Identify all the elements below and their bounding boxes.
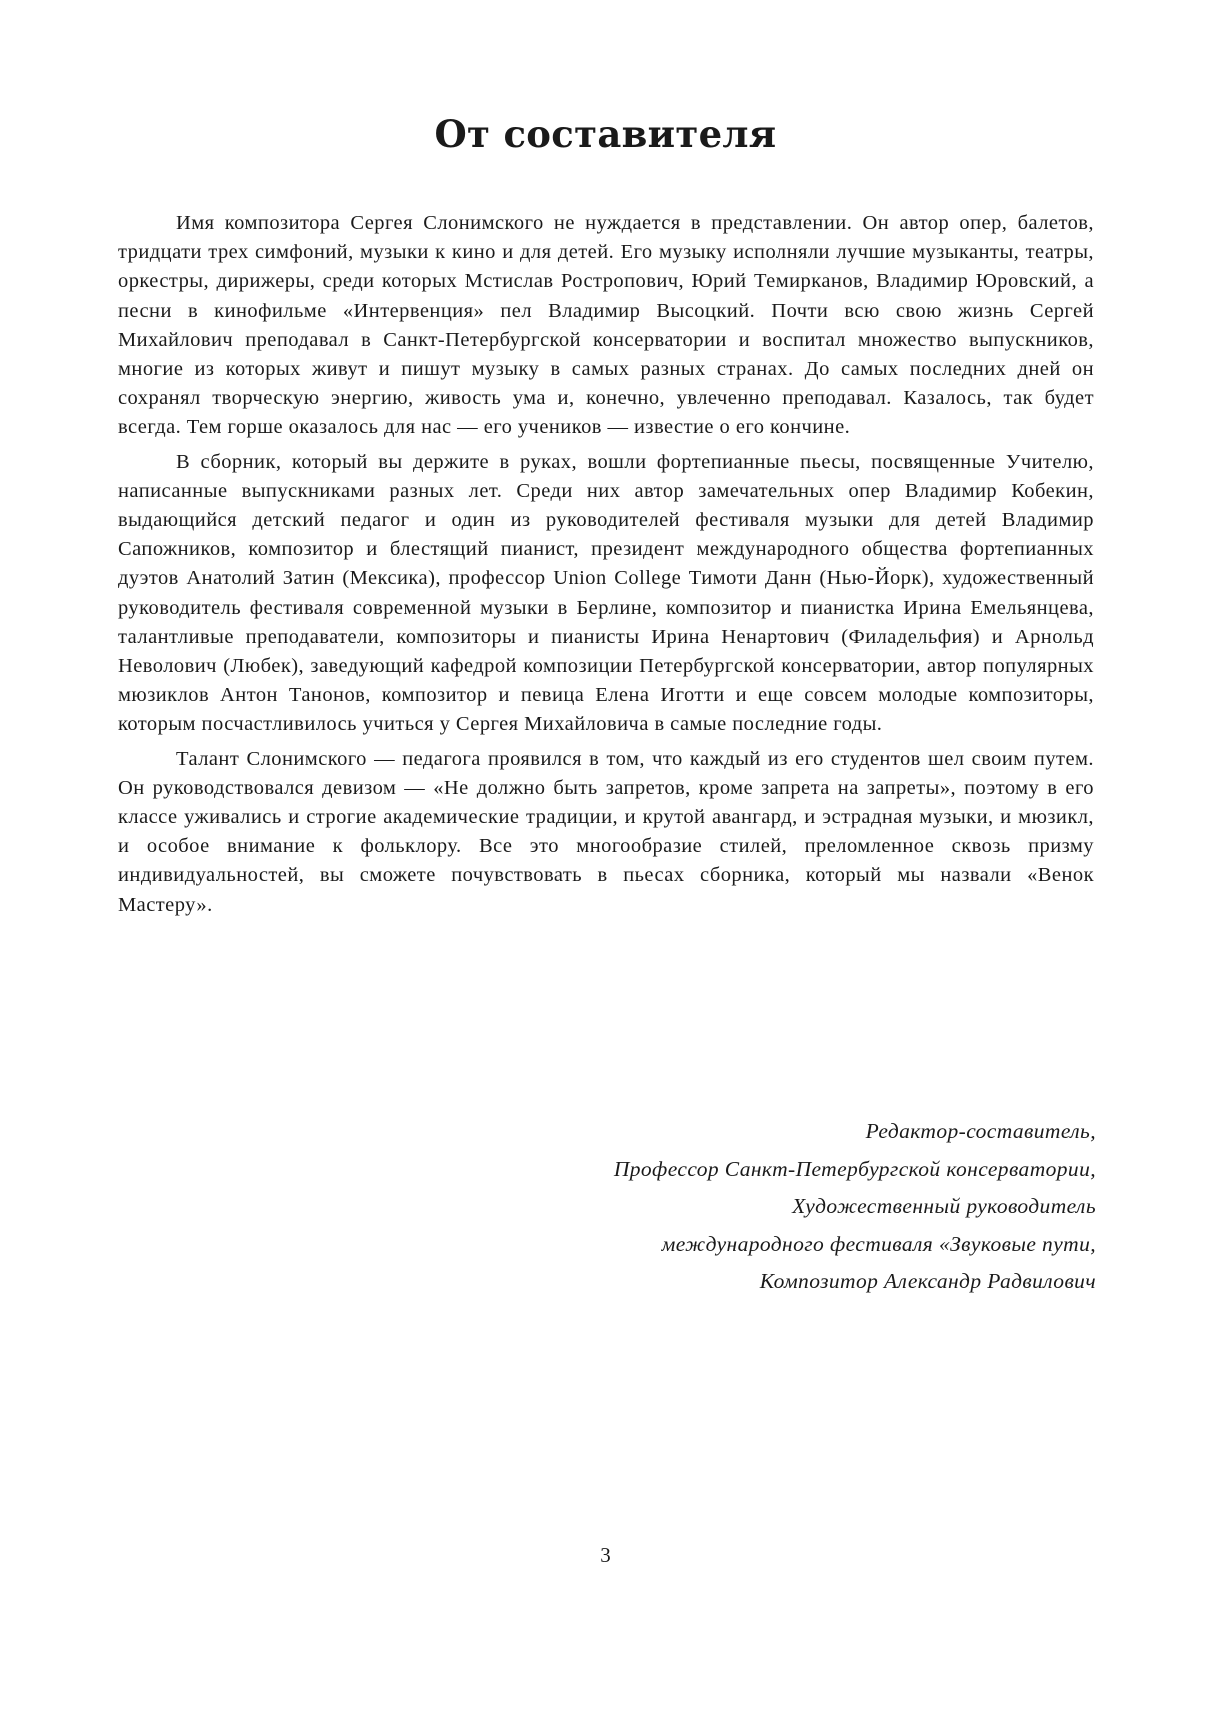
page-title: От составителя [434,112,777,156]
signature-line: Профессор Санкт-Петербургской консерватории, [613,1156,1096,1181]
signature-line: Художественный руководитель [792,1194,1096,1218]
page-number: 3 [600,1543,611,1567]
paragraph: В сборник, который вы держите в руках, вошли фортепианные пьесы, посвященные Учителю, написанные выпускниками разных лет. Среди них автор замечательных опер Владимир Кобекин, выдающийся детский педагог и один из руководителей фестиваля музыки для детей Владимир Сапожников, композитор и блестящий пианист, президент международного общества фортепианных дуэтов Анатолий Затин (Мексика), профессор Union College Тимоти Данн (Нью-Йорк), художественный руководитель фестиваля современной музыки в Берлине, композитор и пианистка Ирина Емельянцева, талантливые преподаватели, композиторы и пианисты Ирина Ненартович (Филадельфия) и Арнольд Неволович (Любек), заведующий кафедрой композиции Петербургской консерватории, автор популярных мюзиклов Антон Танонов, композитор и певица Елена Иготти и еще совсем молодые композиторы, которым посчастливилось учиться у Сергея Михайловича в самые последние годы. [118,450,1094,736]
paragraph: Имя композитора Сергея Слонимского не нуждается в представлении. Он автор опер, балетов, тридцати трех симфоний, музыки к кино и для детей. Его музыку исполняли лучшие музыканты, театры, оркестры, дирижеры, среди которых Мстислав Ростропович, Юрий Темирканов, Владимир Юровский, а песни в кинофильме «Интервенция» пел Владимир Высоцкий. Почти всю свою жизнь Сергей Михайлович преподавал в Санкт-Петербургской консерватории и воспитал множество выпускников, многие из которых живут и пишут музыку в самых разных странах. До самых последних дней он сохранял творческую энергию, живость ума и, конечно, увлеченно преподавал. Казалось, так будет всегда. Тем горше оказалось для нас — его учеников — известие о его кончине. [118,212,1094,439]
signature-line: международного фестиваля «Звуковые пути, [661,1231,1096,1256]
body-text [118,209,1094,925]
signature-block [614,1113,1096,1301]
signature-line: Композитор Александр Радвилович [759,1269,1096,1293]
signature-line: Редактор-составитель, [865,1119,1096,1143]
paragraph: Талант Слонимского — педагога проявился в том, что каждый из его студентов шел своим путем. Он руководствовался девизом — «Не должно быть запретов, кроме запрета на запреты», поэтому в его классе уживались и строгие академические традиции, и крутой авангард, и эстрадная музыки, и мюзикл, и особое внимание к фольклору. Все это многообразие стилей, преломленное сквозь призму индивидуальностей, вы сможете почувствовать в пьесах сборника, который мы назвали «Венок Мастеру». [118,747,1094,916]
